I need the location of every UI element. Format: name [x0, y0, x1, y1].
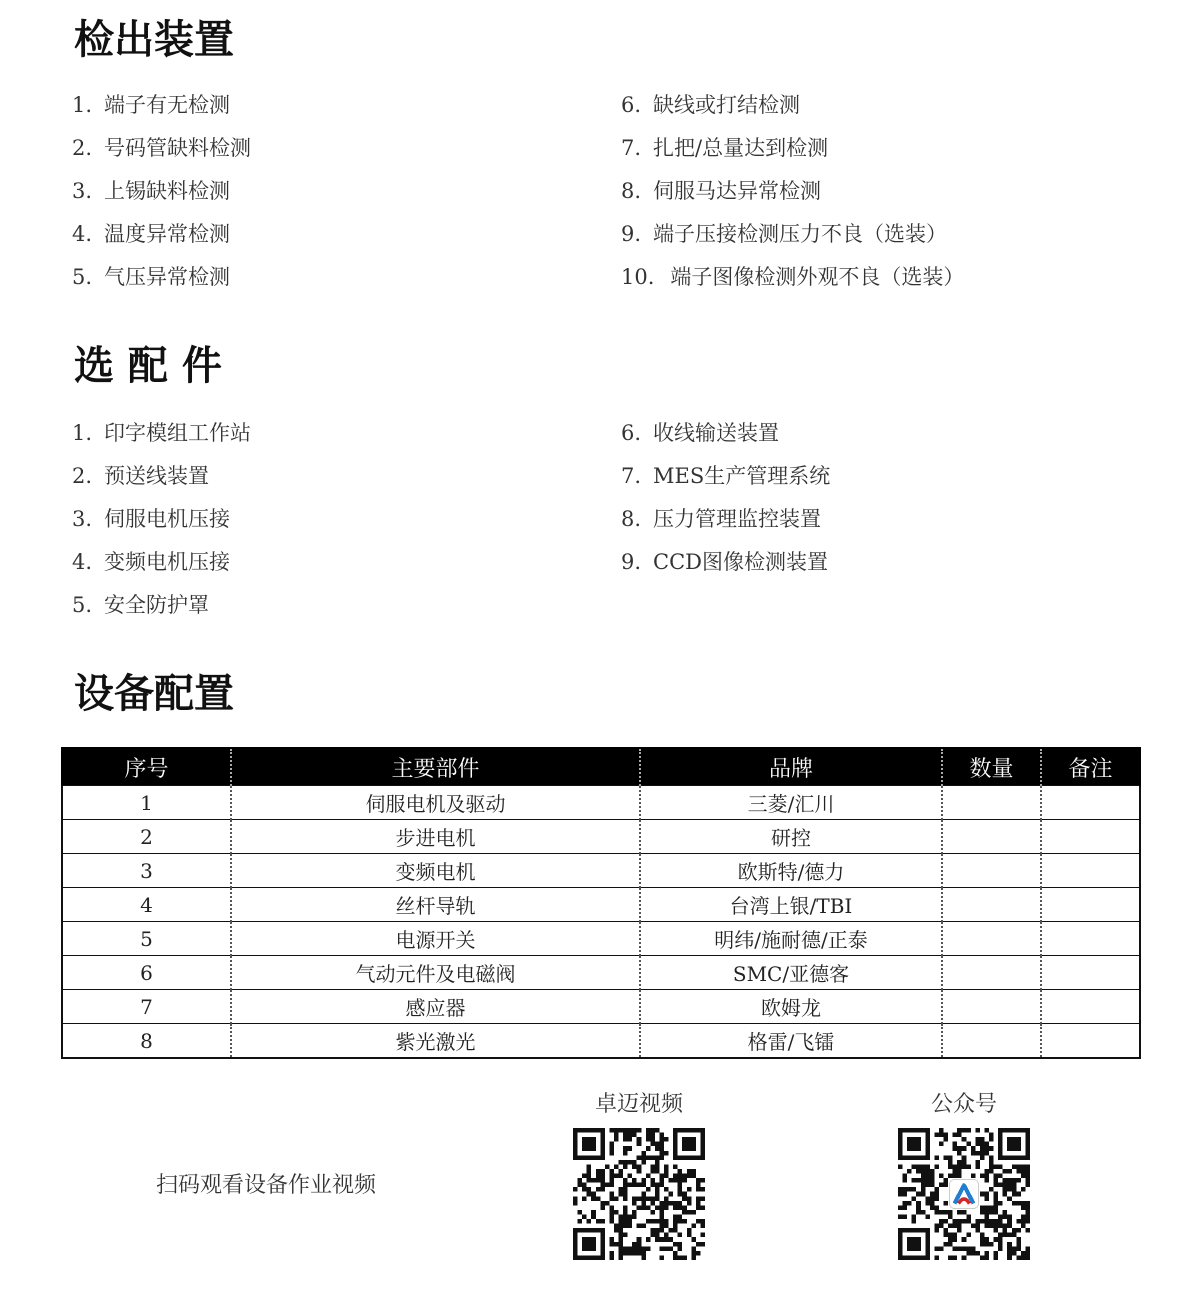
header-index: 序号: [62, 748, 231, 786]
list-item: 10. 端子图像检测外观不良（选装）: [621, 265, 965, 289]
list-item: 2. 号码管缺料检测: [72, 136, 252, 160]
list-item: 3. 伺服电机压接: [72, 507, 231, 531]
list-item: 5. 气压异常检测: [72, 265, 231, 289]
table-row: [62, 820, 1140, 854]
header-remark: 备注: [1041, 748, 1140, 786]
cell-index: 5: [62, 922, 231, 956]
cell-remark: [1041, 888, 1140, 922]
qr-video-block: [569, 1090, 709, 1260]
cell-brand: 格雷/飞镭: [640, 1024, 942, 1059]
cell-brand: 欧斯特/德力: [640, 854, 942, 888]
list-item: 9. CCD图像检测装置: [621, 550, 829, 574]
cell-index: 6: [62, 956, 231, 990]
config-table: [61, 747, 1141, 1059]
table-header-row: [62, 748, 1140, 786]
detection-right-list: [621, 84, 964, 299]
table-row: [62, 1024, 1140, 1059]
table-row: [62, 956, 1140, 990]
list-item: 1. 端子有无检测: [72, 93, 231, 117]
cell-component: 气动元件及电磁阀: [231, 956, 640, 990]
detection-title: 检出装置: [74, 17, 234, 63]
cell-index: 8: [62, 1024, 231, 1059]
cell-index: 7: [62, 990, 231, 1024]
cell-remark: [1041, 922, 1140, 956]
list-item: 5. 安全防护罩: [72, 593, 210, 617]
cell-brand: SMC/亚德客: [640, 956, 942, 990]
cell-component: 伺服电机及驱动: [231, 786, 640, 820]
options-right-list: [621, 412, 830, 584]
cell-quantity: [942, 888, 1041, 922]
cell-component: 紫光激光: [231, 1024, 640, 1059]
list-item: 2. 预送线装置: [72, 464, 210, 488]
cell-brand: 台湾上银/TBI: [640, 888, 942, 922]
cell-index: 1: [62, 786, 231, 820]
list-item: 6. 缺线或打结检测: [621, 93, 801, 117]
header-brand: 品牌: [640, 748, 942, 786]
cell-component: 步进电机: [231, 820, 640, 854]
cell-index: 4: [62, 888, 231, 922]
list-item: 7. MES生产管理系统: [621, 464, 831, 488]
cell-quantity: [942, 786, 1041, 820]
list-item: 9. 端子压接检测压力不良（选装）: [621, 222, 948, 246]
qr-code-official-account-icon[interactable]: [898, 1128, 1030, 1260]
list-item: 4. 温度异常检测: [72, 222, 231, 246]
cell-component: 变频电机: [231, 854, 640, 888]
detection-left-list: [72, 84, 251, 299]
header-component: 主要部件: [231, 748, 640, 786]
cell-quantity: [942, 990, 1041, 1024]
list-item: 3. 上锡缺料检测: [72, 179, 231, 203]
qr-code-video-icon[interactable]: [573, 1128, 705, 1260]
table-row: [62, 888, 1140, 922]
options-left-list: [72, 412, 251, 627]
cell-remark: [1041, 786, 1140, 820]
options-title: 选 配 件: [74, 343, 222, 389]
cell-remark: [1041, 956, 1140, 990]
header-quantity: 数量: [942, 748, 1041, 786]
list-item: 4. 变频电机压接: [72, 550, 231, 574]
list-item: 6. 收线输送装置: [621, 421, 780, 445]
cell-remark: [1041, 820, 1140, 854]
list-item: 7. 扎把/总量达到检测: [621, 136, 829, 160]
cell-quantity: [942, 922, 1041, 956]
table-row: [62, 990, 1140, 1024]
cell-index: 2: [62, 820, 231, 854]
cell-brand: 明纬/施耐德/正泰: [640, 922, 942, 956]
config-title: 设备配置: [74, 671, 234, 717]
cell-remark: [1041, 990, 1140, 1024]
cell-index: 3: [62, 854, 231, 888]
list-item: 8. 压力管理监控装置: [621, 507, 822, 531]
list-item: 8. 伺服马达异常检测: [621, 179, 822, 203]
cell-remark: [1041, 854, 1140, 888]
scan-caption: 扫码观看设备作业视频: [156, 1173, 377, 1198]
table-row: [62, 854, 1140, 888]
cell-quantity: [942, 1024, 1041, 1059]
cell-component: 电源开关: [231, 922, 640, 956]
cell-remark: [1041, 1024, 1140, 1059]
table-row: [62, 922, 1140, 956]
table-row: [62, 786, 1140, 820]
cell-brand: 研控: [640, 820, 942, 854]
qr-official-label: 公众号: [930, 1092, 997, 1117]
cell-quantity: [942, 854, 1041, 888]
cell-brand: 欧姆龙: [640, 990, 942, 1024]
list-item: 1. 印字模组工作站: [72, 421, 252, 445]
cell-quantity: [942, 820, 1041, 854]
cell-quantity: [942, 956, 1041, 990]
cell-component: 丝杆导轨: [231, 888, 640, 922]
cell-brand: 三菱/汇川: [640, 786, 942, 820]
cell-component: 感应器: [231, 990, 640, 1024]
qr-official-block: [894, 1090, 1034, 1260]
qr-video-label: 卓迈视频: [594, 1092, 683, 1117]
